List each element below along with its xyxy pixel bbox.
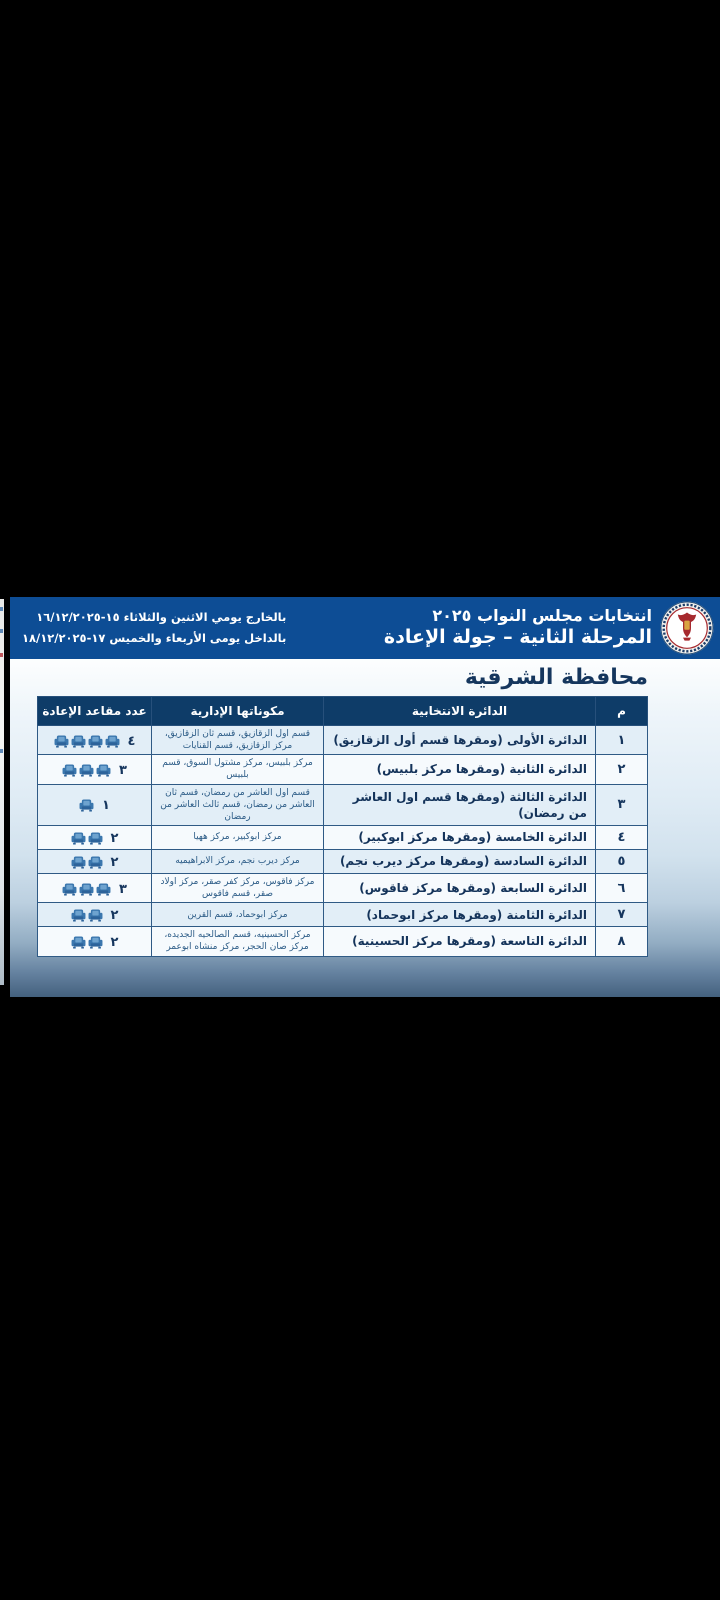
components-cell: مركز ابوكبير، مركز ههيا (152, 825, 324, 849)
elections-authority-emblem-icon (660, 601, 714, 655)
district-cell: الدائرة الثالثة (ومقرها قسم اول العاشر من رمضان) (324, 784, 596, 825)
row-serial-cell: ٦ (596, 873, 648, 902)
seat-icon (71, 856, 86, 869)
seat-icon (79, 799, 94, 812)
seat-icons (71, 936, 103, 949)
seat-icon (88, 856, 103, 869)
schedule-domestic: بالداخل يومى الأربعاء والخميس ١٧-١٨/١٢/٢٠٢٥ (22, 631, 287, 645)
seat-icon (71, 909, 86, 922)
seat-icon (96, 764, 111, 777)
schedule-abroad: بالخارج يومي الاثنين والثلاثاء ١٥-١٦/١٢/٢٠٢٥ (36, 609, 287, 624)
components-cell: مركز بلبيس، مركز مشتول السوق، قسم بلبيس (152, 755, 324, 784)
seat-icon (88, 936, 103, 949)
seats-cell (38, 873, 152, 902)
seat-count: ٢ (110, 830, 119, 846)
seat-count: ٢ (110, 908, 119, 924)
seat-icon (96, 883, 111, 896)
column-serial: م (596, 697, 648, 726)
table-row (38, 755, 648, 784)
row-serial-cell: ٥ (596, 849, 648, 873)
row-serial-cell: ٣ (596, 784, 648, 825)
district-cell: الدائرة التاسعة (ومقرها مركز الحسينية) (324, 927, 596, 956)
seat-icon (88, 735, 103, 748)
components-cell: مركز ديرب نجم، مركز الابراهيميه (152, 849, 324, 873)
seat-icons (71, 832, 103, 845)
district-cell: الدائرة السادسة (ومقرها مركز ديرب نجم) (324, 849, 596, 873)
seats-cell (38, 784, 152, 825)
table-row (38, 784, 648, 825)
seat-icon (88, 909, 103, 922)
table-row (38, 849, 648, 873)
seats-cell (38, 927, 152, 956)
banner-titles (384, 606, 652, 650)
districts-table (37, 696, 648, 957)
district-cell: الدائرة الثامنة (ومقرها مركز ابوحماد) (324, 903, 596, 927)
row-serial-cell: ٤ (596, 825, 648, 849)
seat-icons (62, 883, 111, 896)
table-header-row (38, 697, 648, 726)
infographic-slide[interactable] (10, 597, 720, 997)
seat-icons (79, 799, 94, 812)
seat-icons (62, 764, 111, 777)
phase-title: المرحلة الثانية – جولة الإعادة (383, 626, 652, 649)
seat-icons (54, 735, 120, 748)
district-cell: الدائرة الثانية (ومقرها مركز بلبيس) (324, 755, 596, 784)
seat-icons (71, 909, 103, 922)
seat-icon (54, 735, 69, 748)
seat-icon (105, 735, 120, 748)
column-district: الدائرة الانتخابية (324, 697, 596, 726)
seat-count: ٤ (127, 733, 136, 749)
components-cell: مركز فاقوس، مركز كفر صقر، مركز اولاد صقر، قسم فاقوس (152, 873, 324, 902)
seats-cell (38, 903, 152, 927)
seat-icon (62, 883, 77, 896)
components-cell: قسم اول العاشر من رمضان، قسم ثان العاشر من رمضان، قسم ثالث العاشر من رمضان (152, 784, 324, 825)
seat-icon (71, 735, 86, 748)
election-title: انتخابات مجلس النواب ٢٠٢٥ (432, 606, 652, 626)
row-serial-cell: ٧ (596, 903, 648, 927)
table-row (38, 825, 648, 849)
table-row (38, 927, 648, 956)
district-cell: الدائرة الأولى (ومقرها قسم أول الزقازيق) (324, 726, 596, 755)
seats-cell (38, 825, 152, 849)
district-cell: الدائرة السابعة (ومقرها مركز فاقوس) (324, 873, 596, 902)
seat-count: ٢ (110, 854, 119, 870)
seat-count: ١ (102, 798, 110, 814)
adjacent-slide-edge (0, 599, 4, 985)
seat-count: ٣ (119, 762, 127, 778)
seats-cell (38, 726, 152, 755)
table-row (38, 873, 648, 902)
districts-table-body (38, 726, 648, 957)
slide-body (10, 659, 720, 997)
district-cell: الدائرة الخامسة (ومقرها مركز ابوكبير) (324, 825, 596, 849)
components-cell: قسم اول الزقازيق، قسم ثان الزقازيق، مركز الزقازيق، قسم القنايات (152, 726, 324, 755)
table-row (38, 903, 648, 927)
seat-icon (71, 832, 86, 845)
seat-icon (62, 764, 77, 777)
seats-cell (38, 849, 152, 873)
column-runoff-seats: عدد مقاعد الإعادة (38, 697, 152, 726)
components-cell: مركز الحسينيه، قسم الصالحيه الجديده، مركز صان الحجر، مركز منشاه ابوعمر (152, 927, 324, 956)
seat-icon (79, 883, 94, 896)
seat-icon (71, 936, 86, 949)
seat-icon (79, 764, 94, 777)
row-serial-cell: ١ (596, 726, 648, 755)
column-components: مكوناتها الإدارية (152, 697, 324, 726)
row-serial-cell: ٨ (596, 927, 648, 956)
seat-icons (71, 856, 103, 869)
seat-icon (88, 832, 103, 845)
seat-count: ٣ (119, 881, 127, 897)
components-cell: مركز ابوحماد، قسم القرين (152, 903, 324, 927)
voting-schedule (22, 607, 286, 650)
table-row (38, 726, 648, 755)
governorate-title: محافظة الشرقية (464, 665, 648, 690)
row-serial-cell: ٢ (596, 755, 648, 784)
seats-cell (38, 755, 152, 784)
seat-count: ٢ (110, 934, 119, 950)
banner (10, 597, 720, 659)
